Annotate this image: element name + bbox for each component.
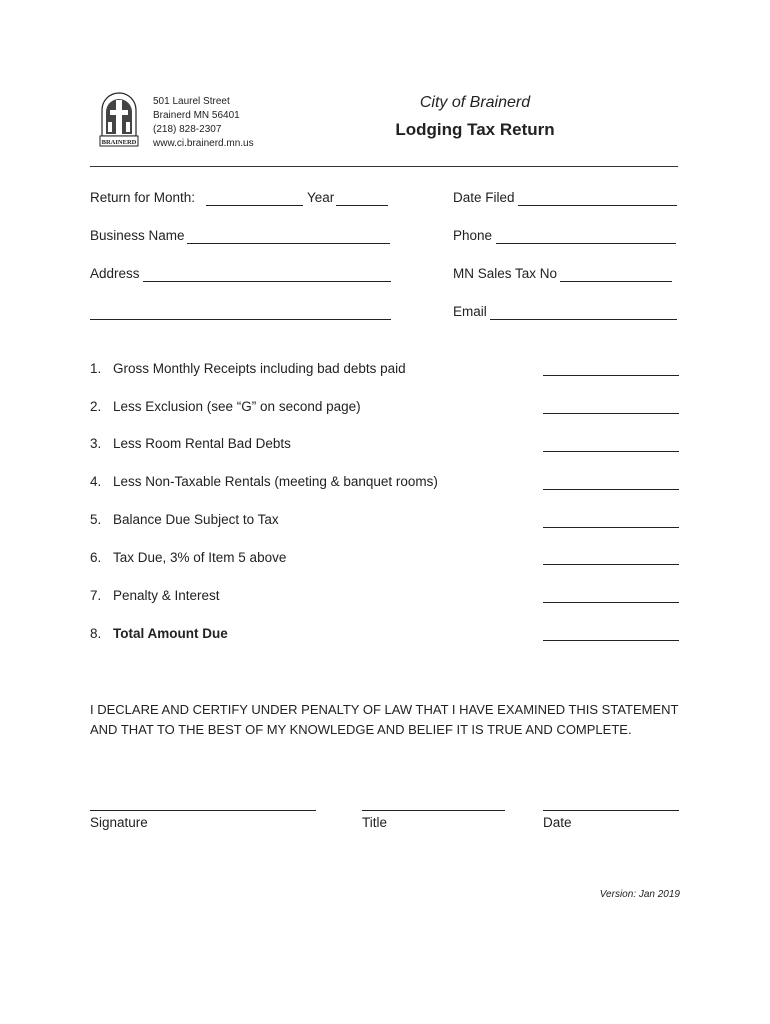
item-label: Less Exclusion (see “G” on second page) <box>113 399 361 414</box>
address-line2-field[interactable] <box>90 305 391 320</box>
city-name: City of Brainerd <box>419 94 531 111</box>
item-amount-field[interactable] <box>543 413 679 414</box>
declaration-line: AND THAT TO THE BEST OF MY KNOWLEDGE AND BELIEF IT IS TRUE AND COMPLETE. <box>90 722 632 737</box>
item-number: 2. <box>90 399 102 414</box>
item-number: 5. <box>90 512 102 527</box>
return-month-field[interactable] <box>206 191 303 206</box>
business-name-label: Business Name <box>90 228 185 243</box>
address-block <box>153 95 254 151</box>
mn-sales-tax-label: MN Sales Tax No <box>453 266 558 281</box>
date-filed-field[interactable] <box>518 191 677 206</box>
phone-field[interactable] <box>496 229 676 244</box>
header-divider <box>90 166 678 167</box>
address-label: Address <box>90 266 140 281</box>
item-number: 7. <box>90 588 102 603</box>
item-number: 4. <box>90 474 102 489</box>
item-label: Less Room Rental Bad Debts <box>113 436 291 451</box>
address-line: 501 Laurel Street <box>153 96 230 107</box>
signature-field[interactable] <box>90 810 316 811</box>
item-amount-field[interactable] <box>543 602 679 603</box>
item-label: Less Non-Taxable Rentals (meeting & banquet rooms) <box>113 474 438 489</box>
date-label: Date <box>543 815 572 830</box>
address-field[interactable] <box>143 267 391 282</box>
item-number: 1. <box>90 361 102 376</box>
item-number: 3. <box>90 436 102 451</box>
phone-label: Phone <box>453 228 493 243</box>
item-label: Balance Due Subject to Tax <box>113 512 279 527</box>
total-amount-label: Total Amount Due <box>113 626 228 641</box>
title-field[interactable] <box>362 810 505 811</box>
declaration-line: I DECLARE AND CERTIFY UNDER PENALTY OF LAW THAT I HAVE EXAMINED THIS STATEMENT <box>90 702 679 717</box>
address-line: (218) 828-2307 <box>153 124 222 135</box>
item-number: 8. <box>90 626 102 641</box>
business-name-field[interactable] <box>187 229 390 244</box>
total-amount-field[interactable] <box>543 640 679 641</box>
return-month-label: Return for Month: <box>90 190 196 205</box>
item-label: Gross Monthly Receipts including bad debts paid <box>113 361 406 376</box>
title-label: Title <box>362 815 388 830</box>
year-field[interactable] <box>336 191 388 206</box>
item-amount-field[interactable] <box>543 527 679 528</box>
signature-label: Signature <box>90 815 148 830</box>
email-label: Email <box>453 304 487 319</box>
item-amount-field[interactable] <box>543 375 679 376</box>
version-text: Version: Jan 2019 <box>599 889 680 900</box>
date-field[interactable] <box>543 810 679 811</box>
city-logo <box>98 92 140 148</box>
logo-text: BRAINERD <box>101 139 137 146</box>
item-label: Penalty & Interest <box>113 588 220 603</box>
date-filed-label: Date Filed <box>453 190 515 205</box>
form-title: Lodging Tax Return <box>395 120 555 139</box>
address-line: www.ci.brainerd.mn.us <box>153 138 254 149</box>
item-amount-field[interactable] <box>543 489 679 490</box>
item-number: 6. <box>90 550 102 565</box>
address-line: Brainerd MN 56401 <box>153 110 240 121</box>
year-label: Year <box>307 190 335 205</box>
item-label: Tax Due, 3% of Item 5 above <box>113 550 287 565</box>
item-amount-field[interactable] <box>543 564 679 565</box>
declaration-text <box>90 700 690 740</box>
email-field[interactable] <box>490 305 677 320</box>
item-amount-field[interactable] <box>543 451 679 452</box>
mn-sales-tax-field[interactable] <box>560 267 672 282</box>
